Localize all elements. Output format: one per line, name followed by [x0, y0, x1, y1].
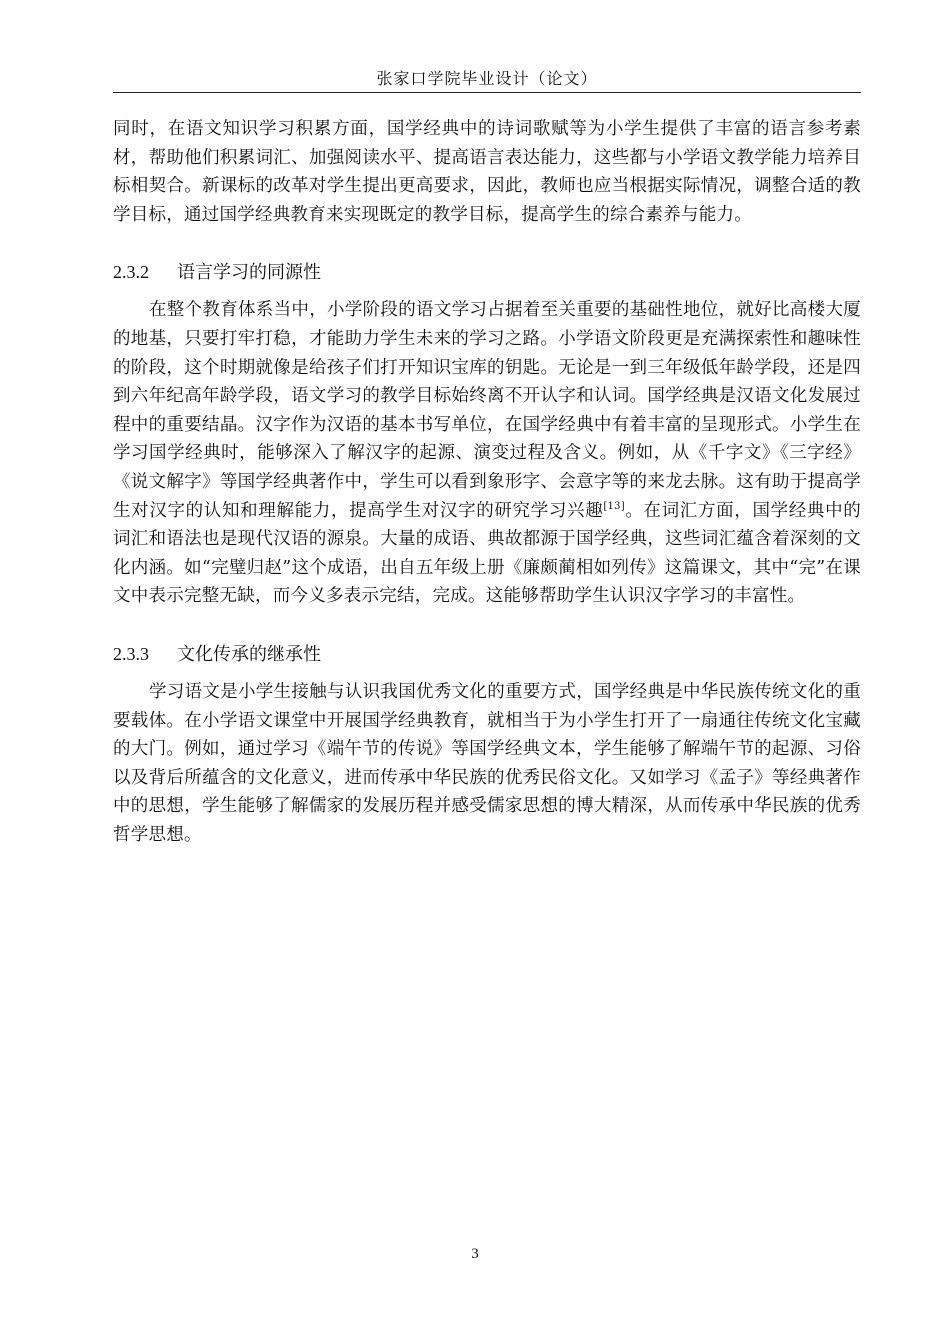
document-body [113, 115, 861, 849]
paragraph-text-continued: 。在词汇方面，国学经典中的词汇和语法也是现代汉语的源泉。大量的成语、典故都源于国学经典，这些词汇蕴含着深刻的文化内涵。如“完璧归赵”这个成语，出自五年级上册《廉颇蔺相如列传》这篇课文，其中“完”在课文中表示完整无缺，而今义多表示完结，完成。这能够帮助学生认识汉字学习的丰富性。 [113, 500, 862, 607]
section-2-3-2-paragraph [113, 296, 861, 611]
page-header [113, 66, 861, 93]
section-heading-2-3-2 [113, 258, 861, 286]
section-title: 文化传承的继承性 [177, 643, 321, 665]
citation-marker: [13] [603, 500, 625, 512]
section-number: 2.3.2 [113, 262, 149, 283]
section-2-3-3-paragraph: 学习语文是小学生接触与认识我国优秀文化的重要方式，国学经典是中华民族传统文化的重要载体。在小学语文课堂中开展国学经典教育，就相当于为小学生打开了一扇通往传统文化宝藏的大门。例如，通过学习《端午节的传说》等国学经典文本，学生能够了解端午节的起源、习俗以及背后所蕴含的文化意义，进而传承中华民族的优秀民俗文化。又如学习《孟子》等经典著作中的思想，学生能够了解儒家的发展历程并感受儒家思想的博大精深，从而传承中华民族的优秀哲学思想。 [113, 681, 861, 845]
intro-paragraph: 同时，在语文知识学习积累方面，国学经典中的诗词歌赋等为小学生提供了丰富的语言参考素材，帮助他们积累词汇、加强阅读水平、提高语言表达能力，这些都与小学语文教学能力培养目标相契合。新课标的改革对学生提出更高要求，因此，教师也应当根据实际情况，调整合适的教学目标，通过国学经典教育来实现既定的教学目标，提高学生的综合素养与能力。 [113, 119, 861, 225]
section-heading-2-3-3 [113, 640, 861, 668]
paragraph-text: 在整个教育体系当中，小学阶段的语文学习占据着至关重要的基础性地位，就好比高楼大厦的地基，只要打牢打稳，才能助力学生未来的学习之路。小学语文阶段更是充满探索性和趣味性的阶段，这个时期就像是给孩子们打开知识宝库的钥匙。无论是一到三年级低年龄学段，还是四到六年纪高年龄学段，语文学习的教学目标始终离不开认字和认词。国学经典是汉语文化发展过程中的重要结晶。汉字作为汉语的基本书写单位，在国学经典中有着丰富的呈现形式。小学生在学习国学经典时，能够深入了解汉字的起源、演变过程及含义。例如，从《千字文》《三字经》《说文解字》等国学经典著作中，学生可以看到象形字、会意字等的来龙去脉。这有助于提高学生对汉字的认知和理解能力，提高学生对汉字的研究学习兴趣 [113, 300, 861, 521]
page-number: 3 [471, 1246, 479, 1262]
section-number: 2.3.3 [113, 643, 149, 664]
section-title: 语言学习的同源性 [177, 262, 321, 284]
header-title: 张家口学院毕业设计（论文） [376, 69, 598, 88]
